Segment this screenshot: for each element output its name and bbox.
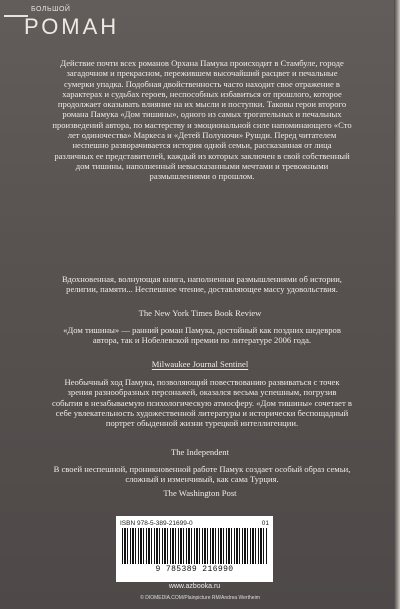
barcode-panel [116, 516, 273, 582]
publisher-website: www.azbooka.ru [168, 583, 221, 590]
logo-top-text: БОЛЬШОЙ [31, 6, 71, 13]
isbn-addon-code: 01 [261, 520, 269, 527]
description-paragraph: Действие почти всех романов Орхана Памука происходит в Стамбуле, городе загадочном и прекрасном, пережившем высочайший расцвет и печальные сумерки упадка. Подобная двойственность часто находит свое отражение в характерах и судьбах героев, неспособных избавиться от прошлого, которое продолжает оказывать влияние на их мысли и поступки. Таковы герои второго романа Памука «Дом тишины», одного из самых трогательных и печальных произведений автора, по мастерству и эмоциональной силе напоминающего «Сто лет одиночества» Маркеса и «Детей Полуночи» Рушди. Перед читателем неспешно разворачивается история одной семьи, рассказанная от лица различных ее представителей, каждый из которых заключен в свой собственный дом тишины, наполненный невысказанными мечтами и тревожными размышлениями о прошлом. [52, 58, 352, 182]
review-2-source: Milwaukee Journal Sentinel [151, 359, 249, 369]
photo-credit: © DIOMEDIA.COM/Plainpicture RM/Andrea Wertheim [140, 595, 260, 601]
isbn-text: ISBN 978-5-389-21699-0 [120, 520, 193, 527]
review-2-text: «Дом тишины» — ранний роман Памука, достойный как поздних шедевров автора, так и Нобелевской премии по литературе 2006 года. [63, 325, 341, 346]
logo-main-text: РОМАН [24, 14, 120, 39]
cover-edge [394, 0, 400, 609]
isbn-line [120, 520, 269, 527]
barcode-digits: 9 785389 216990 [155, 565, 234, 574]
review-1-text: Вдохновенная, волнующая книга, наполненная размышлениями об истории, религии, памяти... Неспешное чтение, доставляющее массу удовольствия. [62, 274, 342, 295]
series-logo [4, 4, 120, 48]
review-3-text: Необычный ход Памука, позволяющий повествованию развиваться с точек зрения разнообразных персонажей, оказался весьма успешным, погрузив события в незабываемую психологическую атмосферу. «Дом тишины» сочетает в себе увлекательность художественной литературы и исторически беспощадный портрет обыденной жизни турецкой интеллигенции. [52, 377, 352, 429]
review-4-text: В своей неспешной, проникновенной работе Памук создает особый образ семьи, сложный и изменчивый, как сама Турция. [53, 464, 351, 485]
review-4-source: The Washington Post [163, 488, 237, 498]
review-1-source: The New York Times Book Review [138, 308, 262, 318]
barcode-bars [122, 528, 267, 564]
review-3-source: The Independent [171, 447, 229, 457]
